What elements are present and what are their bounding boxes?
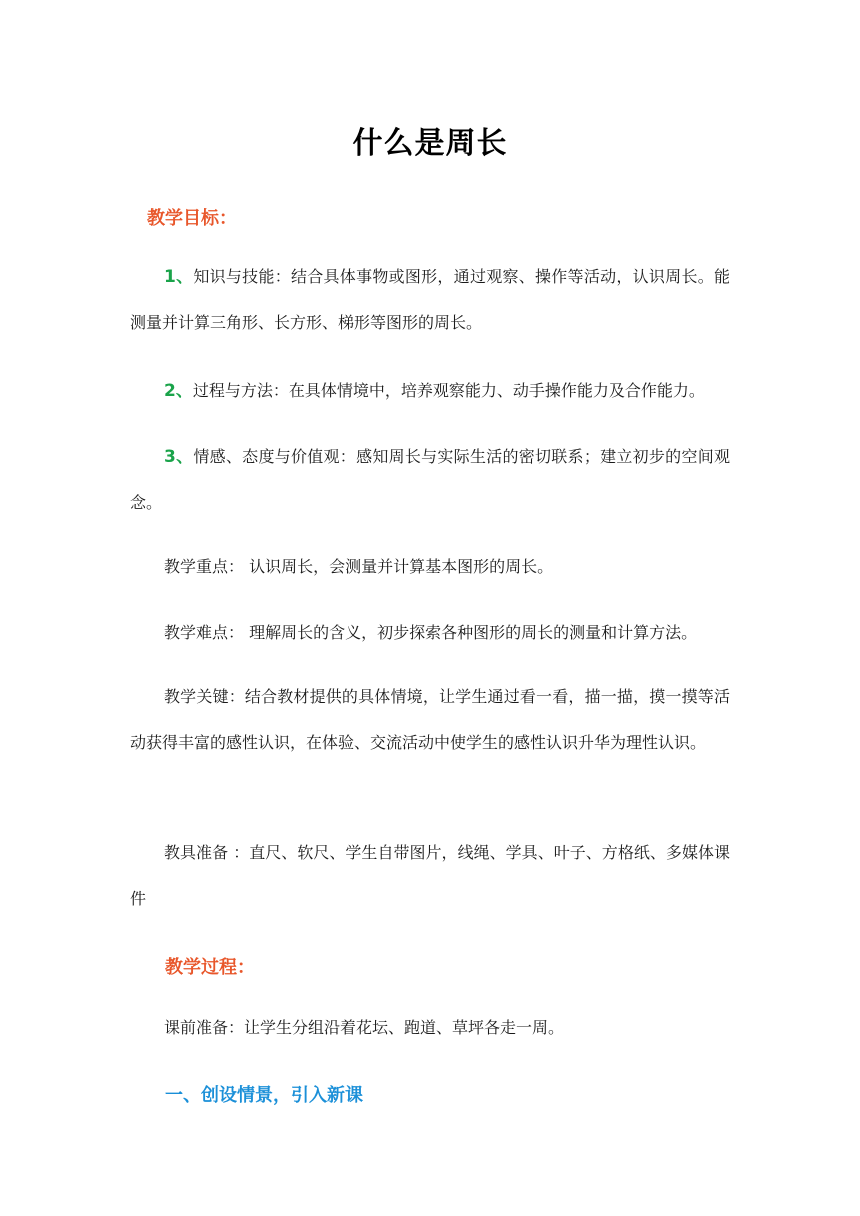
process-heading: 教学过程：: [165, 957, 255, 978]
goal-text-1: 知识与技能：结合具体事物或图形，通过观察、操作等活动，认识周长。能测量并计算三角形、长方形、梯形等图形的周长。: [130, 267, 730, 332]
goal-number-3: 3、: [164, 447, 194, 467]
goal-item-1: [130, 254, 730, 346]
goal-item-2: [130, 368, 730, 414]
goal-number-1: 1、: [164, 267, 194, 287]
key-paragraph: 教学关键：结合教材提供的具体情境，让学生通过看一看，描一描，摸一摸等活动获得丰富的感性认识，在体验、交流活动中使学生的感性认识升华为理性认识。: [130, 687, 730, 752]
key-point-paragraph: 教学重点： 认识周长，会测量并计算基本图形的周长。: [164, 557, 554, 576]
tools-paragraph: 教具准备 ：直尺、软尺、学生自带图片，线绳、学具、叶子、方格纸、多媒体课件: [130, 843, 730, 908]
difficulty-paragraph: 教学难点： 理解周长的含义，初步探索各种图形的周长的测量和计算方法。: [164, 623, 698, 642]
goal-item-3: [130, 434, 730, 526]
goals-heading: 教学目标：: [147, 208, 237, 229]
section-1-heading: 一、创设情景，引入新课: [165, 1085, 363, 1106]
document-title: 什么是周长: [352, 126, 508, 161]
prep-paragraph: 课前准备：让学生分组沿着花坛、跑道、草坪各走一周。: [164, 1018, 565, 1037]
goal-number-2: 2、: [164, 381, 193, 401]
goal-text-2: 过程与方法：在具体情境中，培养观察能力、动手操作能力及合作能力。: [192, 381, 705, 400]
goal-text-3: 情感、态度与价值观：感知周长与实际生活的密切联系；建立初步的空间观念。: [130, 447, 730, 512]
